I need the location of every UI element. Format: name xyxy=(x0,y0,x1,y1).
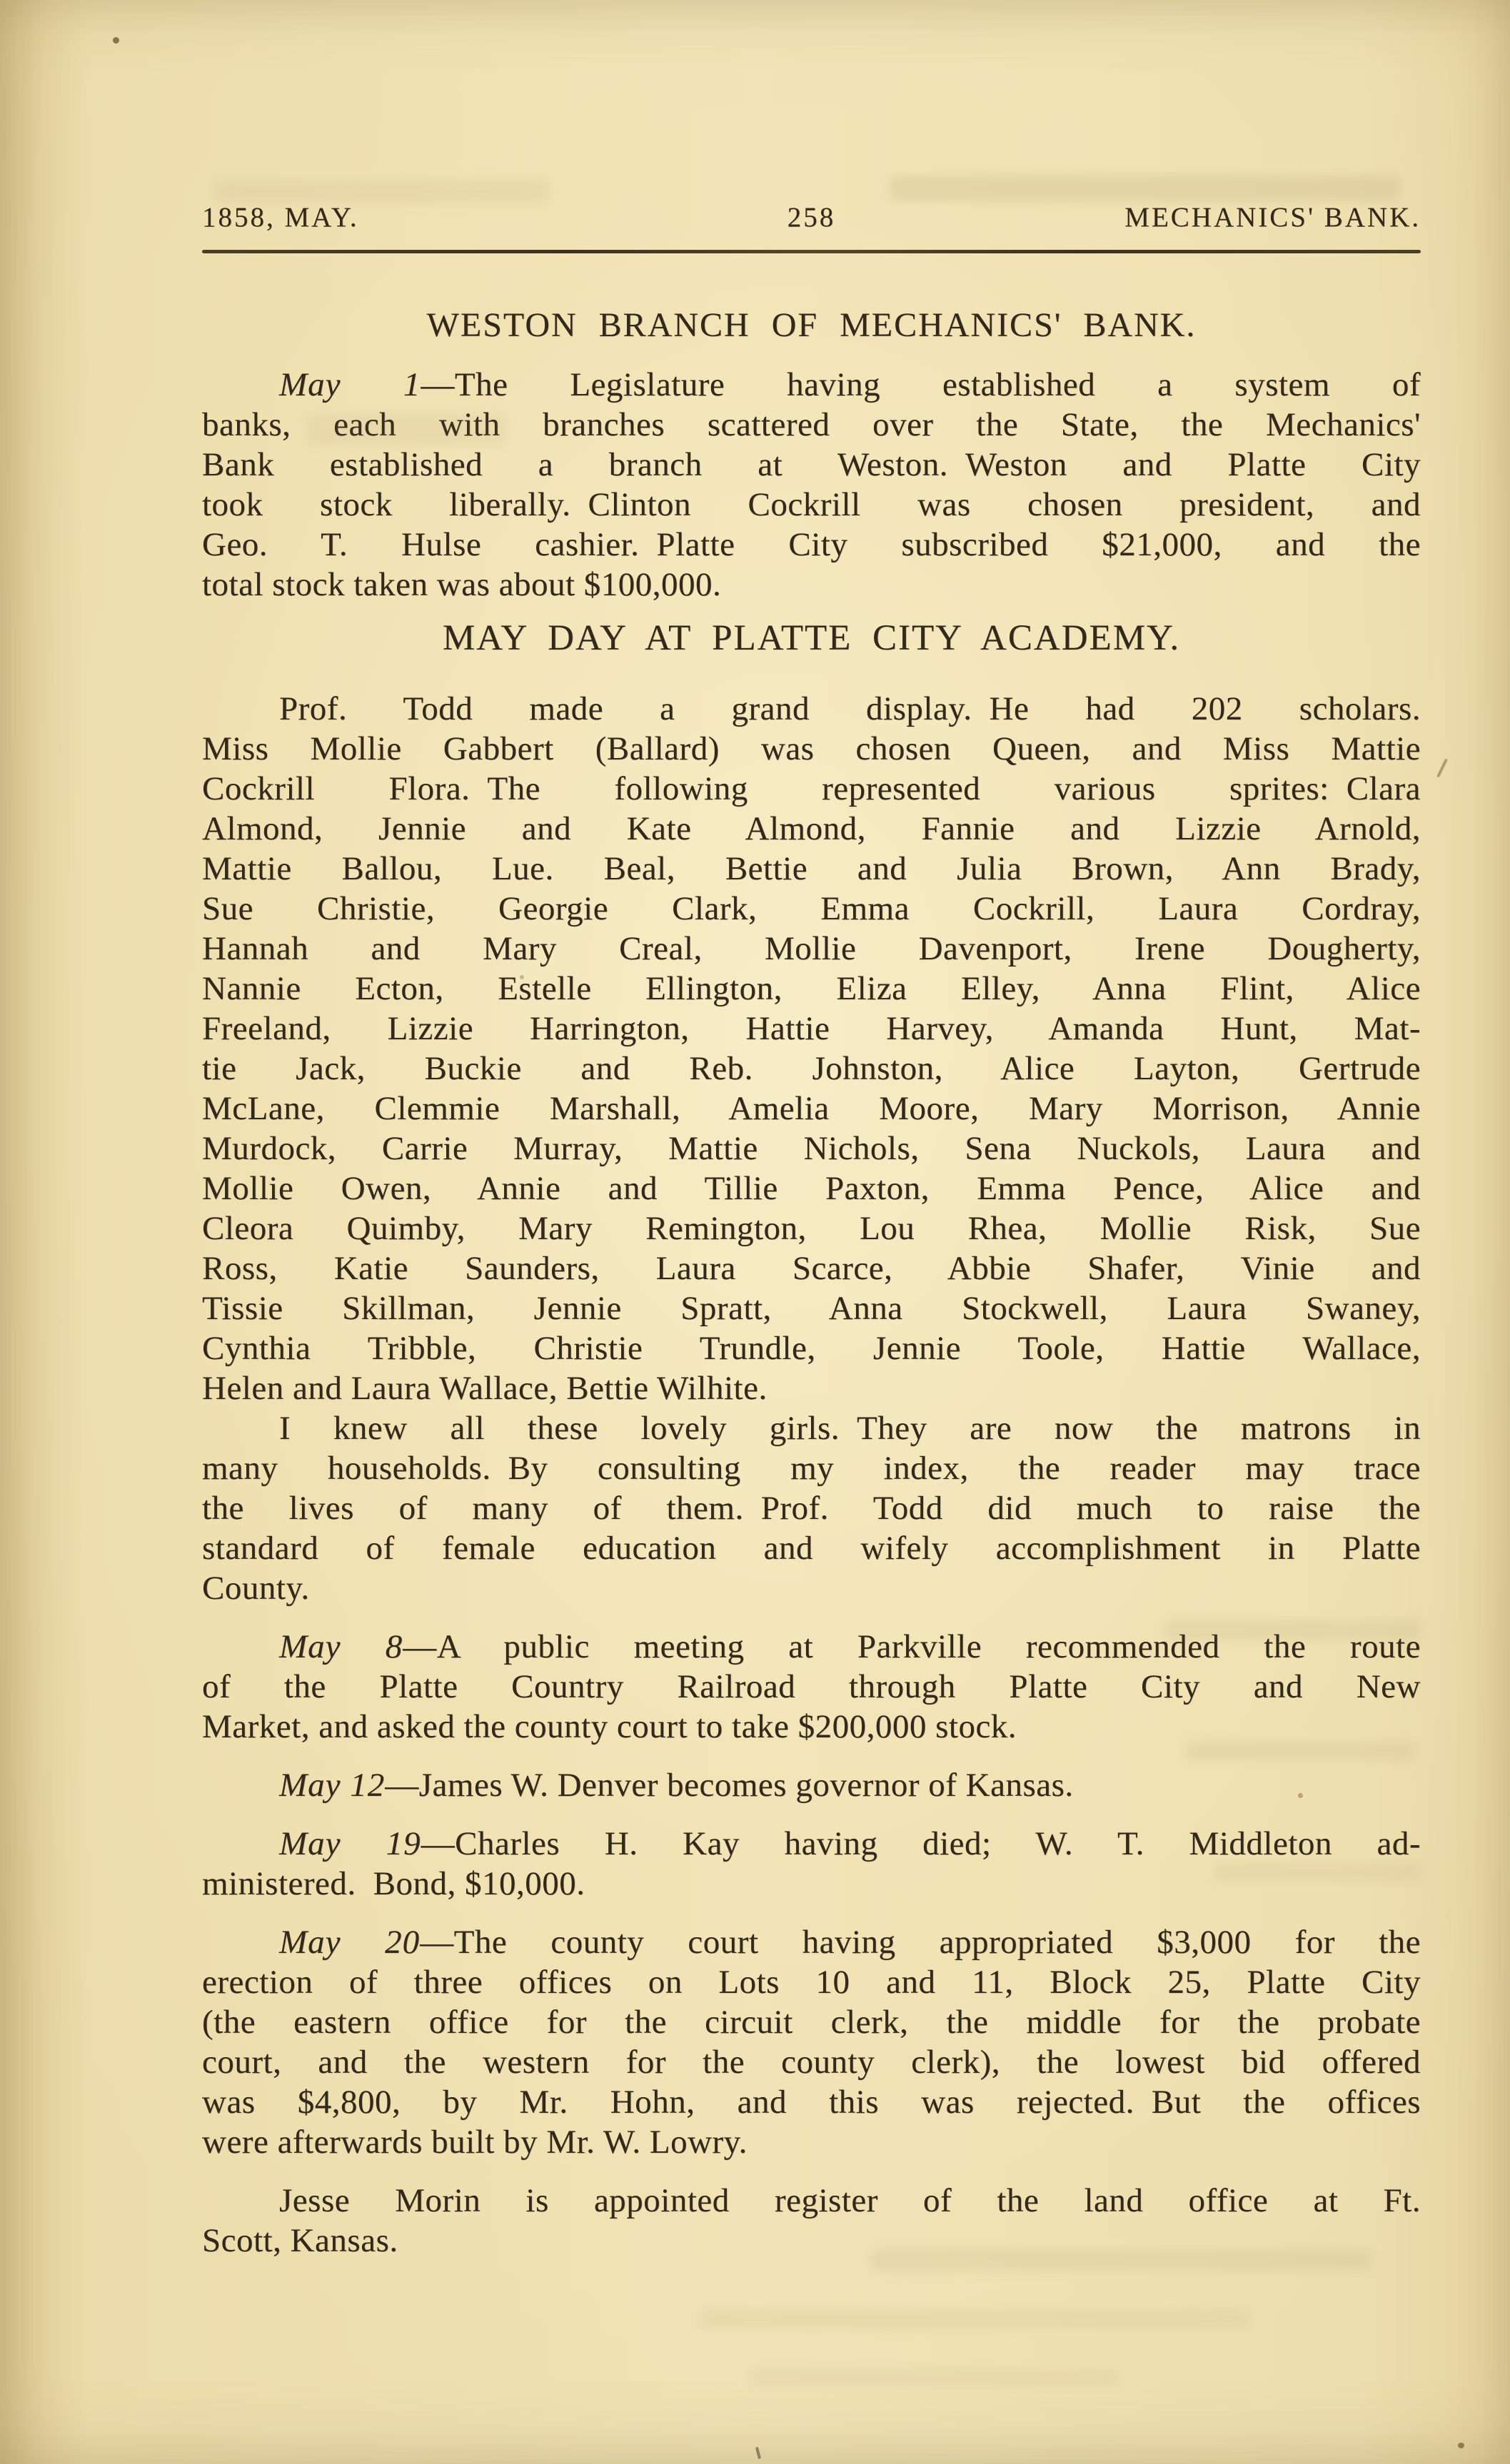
text-line: Tissie Skillman, Jennie Spratt, Anna Stockwell, Laura Swaney, xyxy=(202,1290,1421,1327)
text-line: Murdock, Carrie Murray, Mattie Nichols, Sena Nuckols, Laura and xyxy=(202,1130,1421,1167)
date-lead: May 20 xyxy=(279,1924,421,1961)
text-line: Cleora Quimby, Mary Remington, Lou Rhea, Mollie Risk, Sue xyxy=(202,1210,1421,1247)
text-line: May 1—The Legislature having established a system of xyxy=(279,366,1421,403)
paragraph xyxy=(202,1824,1421,1904)
text-line: Helen and Laura Wallace, Bettie Wilhite. xyxy=(202,1370,767,1407)
paragraph xyxy=(202,1408,1421,1608)
paragraph xyxy=(202,689,1421,1408)
text-line: McLane, Clemmie Marshall, Amelia Moore, Mary Morrison, Annie xyxy=(202,1090,1421,1127)
page-number: 258 xyxy=(787,202,836,233)
running-head-subject: MECHANICS' BANK. xyxy=(1124,202,1421,233)
text-line: Miss Mollie Gabbert (Ballard) was chosen Queen, and Miss Mattie xyxy=(202,730,1421,767)
header-rule xyxy=(202,250,1421,253)
text-line: Almond, Jennie and Kate Almond, Fannie and Lizzie Arnold, xyxy=(202,810,1421,847)
ink-speck xyxy=(1436,759,1448,778)
text-line: standard of female education and wifely accomplishment in Platte xyxy=(202,1530,1421,1567)
page-body xyxy=(202,303,1421,2261)
section-heading: MAY DAY AT PLATTE CITY ACADEMY. xyxy=(442,618,1181,658)
paragraph xyxy=(202,1627,1421,1747)
text-line: Cynthia Tribble, Christie Trundle, Jennie Toole, Hattie Wallace, xyxy=(202,1330,1421,1367)
text-line: May 20—The county court having appropriated $3,000 for the xyxy=(279,1924,1421,1961)
text-line: Nannie Ecton, Estelle Ellington, Eliza Elley, Anna Flint, Alice xyxy=(202,970,1421,1007)
text-line: Mollie Owen, Annie and Tillie Paxton, Emma Pence, Alice and xyxy=(202,1170,1421,1207)
ink-speck xyxy=(755,2447,761,2459)
text-line: ministered. Bond, $10,000. xyxy=(202,1865,585,1902)
text-line: total stock taken was about $100,000. xyxy=(202,566,722,603)
text-line: banks, each with branches scattered over the State, the Mechanics' xyxy=(202,406,1421,443)
paragraph xyxy=(202,1765,1421,1805)
bleed-through-mark xyxy=(750,2368,1121,2385)
paragraph xyxy=(202,2181,1421,2261)
text-line: the lives of many of them. Prof. Todd did much to raise the xyxy=(202,1490,1421,1527)
text-line: Hannah and Mary Creal, Mollie Davenport, Irene Dougherty, xyxy=(202,930,1421,967)
text-line: was $4,800, by Mr. Hohn, and this was rejected. But the offices xyxy=(202,2084,1421,2121)
text-line: Ross, Katie Saunders, Laura Scarce, Abbie Shafer, Vinie and xyxy=(202,1250,1421,1287)
bleed-through-mark xyxy=(700,2310,1249,2328)
ink-speck xyxy=(113,37,119,44)
text-line: court, and the western for the county clerk), the lowest bid offered xyxy=(202,2044,1421,2081)
text-line: erection of three offices on Lots 10 and 11, Block 25, Platte City xyxy=(202,1964,1421,2001)
running-head-date: 1858, MAY. xyxy=(202,202,359,233)
text-line: I knew all these lovely girls. They are now the matrons in xyxy=(279,1410,1421,1447)
text-line: May 19—Charles H. Kay having died; W. T. Middleton ad- xyxy=(279,1825,1421,1862)
text-line: took stock liberally. Clinton Cockrill was chosen president, and xyxy=(202,486,1421,523)
bleed-through-mark xyxy=(889,176,1399,201)
paragraph xyxy=(202,365,1421,605)
text-line: Scott, Kansas. xyxy=(202,2222,398,2259)
text-line: of the Platte Country Railroad through Platte City and New xyxy=(202,1668,1421,1705)
date-lead: May 12 xyxy=(279,1767,386,1804)
running-head xyxy=(202,201,1421,234)
text-line: Geo. T. Hulse cashier. Platte City subscribed $21,000, and the xyxy=(202,526,1421,563)
section-heading: WESTON BRANCH OF MECHANICS' BANK. xyxy=(426,306,1197,344)
date-lead: May 1 xyxy=(279,366,421,403)
text-line: Jesse Morin is appointed register of the land office at Ft. xyxy=(279,2182,1421,2219)
bleed-through-mark xyxy=(214,180,550,203)
text-line: many households. By consulting my index, the reader may trace xyxy=(202,1450,1421,1487)
ink-speck xyxy=(1458,2443,1464,2448)
text-line: Bank established a branch at Weston. Weston and Platte City xyxy=(202,446,1421,483)
text-line: were afterwards built by Mr. W. Lowry. xyxy=(202,2124,748,2161)
paragraph xyxy=(202,1922,1421,2162)
date-lead: May 19 xyxy=(279,1825,421,1862)
text-line: County. xyxy=(202,1570,310,1607)
text-line: May 12—James W. Denver becomes governor of Kansas. xyxy=(279,1767,1074,1804)
date-lead: May 8 xyxy=(279,1628,403,1665)
text-line: (the eastern office for the circuit clerk, the middle for the probate xyxy=(202,2004,1421,2041)
text-line: Prof. Todd made a grand display. He had 202 scholars. xyxy=(279,690,1421,727)
text-line: Market, and asked the county court to take $200,000 stock. xyxy=(202,1708,1017,1745)
text-line: Cockrill Flora. The following represented various sprites: Clara xyxy=(202,770,1421,807)
text-line: May 8—A public meeting at Parkville recommended the route xyxy=(279,1628,1421,1665)
text-line: Freeland, Lizzie Harrington, Hattie Harvey, Amanda Hunt, Mat- xyxy=(202,1010,1421,1047)
text-line: tie Jack, Buckie and Reb. Johnston, Alice Layton, Gertrude xyxy=(202,1050,1421,1087)
text-line: Mattie Ballou, Lue. Beal, Bettie and Julia Brown, Ann Brady, xyxy=(202,850,1421,887)
text-line: Sue Christie, Georgie Clark, Emma Cockrill, Laura Cordray, xyxy=(202,890,1421,927)
